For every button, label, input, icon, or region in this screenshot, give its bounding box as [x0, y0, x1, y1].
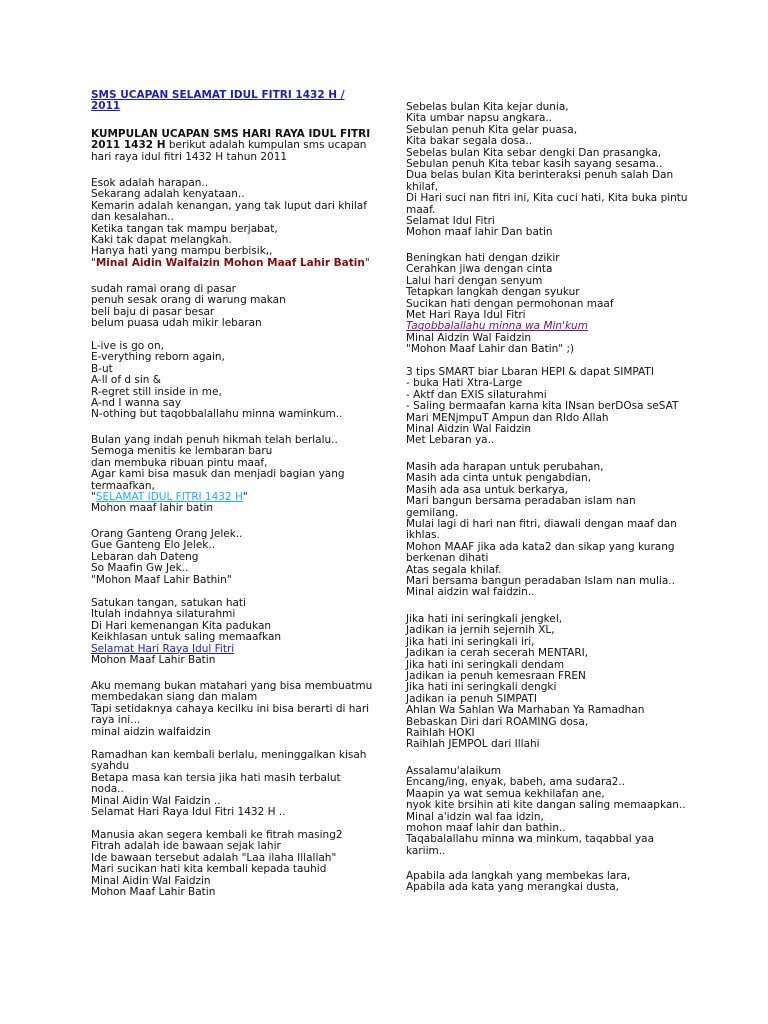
greeting-line: Mohon maaf lahir batin	[91, 502, 214, 515]
text-line: gemilang.	[406, 506, 459, 519]
text-line: Tapi setidaknya cahaya kecilku ini bisa berarti di hari	[91, 702, 370, 715]
text-line: - Aktf dan EXIS silaturahmi	[406, 388, 547, 401]
text-line: A-nd I wanna say	[91, 397, 182, 410]
text-line: Itulah indahnya silaturahmi	[91, 608, 236, 621]
text-line: belum puasa udah mikir lebaran	[91, 317, 262, 330]
text-line: Jadikan ia penuh kemesraan FREN	[406, 670, 586, 683]
text-line: minal aidzin walfaidzin	[91, 725, 211, 738]
text-line: "Mohon Maaf Lahir dan Batin" ;)	[406, 343, 575, 356]
text-line: Beningkan hati dengan dzikir	[406, 252, 560, 264]
text-line: Dua belas bulan Kita berinteraksi penuh salah Dan	[406, 169, 674, 182]
text-line: Raihlah HOKI	[406, 727, 475, 740]
text-line: Orang Ganteng Orang Jelek..	[91, 528, 243, 540]
text-line: Jadikan ia jernih sejernih XL,	[406, 624, 555, 637]
text-line: Ramadhan kan kembali berlalu, meninggalkan kisah	[91, 749, 367, 761]
intro-text-2: hari raya idul fitri 1432 H tahun 2011	[91, 150, 288, 163]
text-line: Lalui hari dengan senyum	[406, 274, 543, 287]
text-line: Hanya hati yang mampu berbisik,,	[91, 245, 273, 258]
text-line: Mohon maaf lahir Dan batin	[406, 226, 553, 239]
text-line: syahdu	[91, 760, 130, 773]
greeting-block-7	[91, 681, 391, 738]
text-line: Manusia akan segera kembali ke fitrah masing2	[91, 829, 343, 841]
text-line: Minal Aidzin Wal Faidzin	[406, 331, 532, 344]
text-line: nyok kite brsihin ati kite dangan saling memaapkan..	[406, 799, 686, 812]
greeting-block-r6	[406, 766, 696, 857]
text-line: Cerahkan jiwa dengan cinta	[406, 263, 553, 276]
intro-heading: KUMPULAN UCAPAN SMS HARI RAYA IDUL FITRI	[91, 128, 371, 140]
greeting-block-r3	[406, 367, 686, 447]
text-line: Di Hari kemenangan Kita padukan	[91, 619, 272, 632]
text-line: Jika hati ini seringkali dengki	[406, 681, 557, 694]
text-line: Gue Ganteng Elo Jelek..	[91, 539, 216, 552]
text-line: Minal Aidzin Wal Faidzin	[406, 423, 532, 436]
greeting-block-2	[91, 284, 391, 330]
text-line: E-verything reborn again,	[91, 351, 225, 364]
text-line: Kita bakar segala dosa..	[406, 135, 533, 148]
greeting-block-1: Esok adalah harapan.. Sekarang adalah kenyataan.. Kemarin adalah kenangan, yang tak luput dari khilaf dan kesalahan.. Ketika tangan tak mampu berjabat, Kaki tak dapat melangkah. Hanya hati yang mampu berbisik,, "Minal Aidin Walfaizin Mohon Maaf Lahir Batin"	[91, 178, 391, 269]
text-line: Bulan yang indah penuh hikmah telah berlalu..	[91, 434, 338, 446]
text-line: Atas segala khilaf.	[406, 563, 502, 576]
text-line: Keikhlasan untuk saling memaafkan	[91, 631, 282, 644]
text-line: Selamat Hari Raya Idul Fitri 1432 H ..	[91, 806, 286, 819]
text-line: noda..	[91, 783, 124, 796]
greeting-line: Mohon Maaf Lahir Batin	[91, 654, 216, 667]
text-line: Ahlan Wa Sahlan Wa Marhaban Ya Ramadhan	[406, 704, 645, 717]
text-line: Taqabalallahu minna wa minkum, taqabbal yaa	[406, 833, 655, 846]
text-line: Met Hari Raya Idul Fitri	[406, 309, 526, 322]
greeting-block-r5	[406, 614, 686, 751]
text-line: Betapa masa kan tersia jika hati masih terbalut	[91, 771, 341, 784]
text-line: Sebulan penuh Kita gelar puasa,	[406, 123, 578, 136]
text-line: membedakan siang dan malam	[91, 691, 258, 704]
text-line: ikhlas.	[406, 529, 440, 542]
text-line: Masih ada asa untuk berkarya,	[406, 483, 568, 496]
text-line: Minal Aidin Wal Faidzin	[91, 874, 211, 887]
text-line: dan kesalahan..	[91, 211, 174, 224]
text-line: Kemarin adalah kenangan, yang tak luput dari khilaf	[91, 199, 367, 212]
text-line: penuh sesak orang di warung makan	[91, 294, 286, 307]
text-line: beli baju di pasar besar	[91, 305, 215, 318]
text-line: Jika hati ini seringkali dendam	[406, 658, 565, 671]
text-line: Ide bawaan tersebut adalah "Laa ilaha Illallah"	[91, 851, 337, 864]
text-line: L-ive is go on,	[91, 340, 164, 352]
text-line: Maapin ya wat semua kekhilafan ane,	[406, 787, 605, 800]
selamat-hari-raya-link[interactable]: Selamat Hari Raya Idul Fitri	[91, 642, 235, 655]
text-line: Mari bangun bersama peradaban islam nan	[406, 495, 636, 508]
text-line: Bebaskan Diri dari ROAMING dosa,	[406, 715, 589, 728]
greeting-quote: Minal Aidin Walfaizin Mohon Maaf Lahir Batin	[95, 256, 365, 269]
text-line: Sekarang adalah kenyataan..	[91, 188, 245, 201]
text-line: Sebelas bulan Kita sebar dengki Dan prasangka,	[406, 146, 662, 159]
greeting-block-6	[91, 598, 391, 666]
text-line: Esok adalah harapan..	[91, 177, 209, 189]
text-line: Met Lebaran ya..	[406, 434, 495, 447]
text-line: khilaf,	[406, 180, 439, 193]
greeting-block-r2	[406, 253, 686, 356]
greeting-block-9	[91, 830, 391, 898]
text-line: berkenan dihati	[406, 552, 489, 565]
text-line: So Maafin Gw Jek..	[91, 562, 189, 575]
text-line: Minal a'idzin wal faa idzin,	[406, 810, 544, 823]
text-line: Mari sucikan hati kita kembali kepada tauhid	[91, 863, 327, 876]
greeting-block-4: Bulan yang indah penuh hikmah telah berlalu.. Semoga menitis ke lembaran baru dan membuka ribuan pintu maaf, Agar kami bisa masuk dan menjadi bagian yang termaafkan, "SELAMAT IDUL FITRI 1432 H" Mohon maaf lahir batin	[91, 435, 391, 515]
text-line: Mulai lagi di hari nan fitri, diawali dengan maaf dan	[406, 518, 677, 531]
text-line: Jika hati ini seringkali jengkel,	[406, 613, 563, 625]
text-line: mohon maaf lahir dan bathin..	[406, 822, 566, 835]
text-line: Aku memang bukan matahari yang bisa membuatmu	[91, 680, 373, 692]
text-line: Tetapkan langkah dengan syukur	[406, 286, 580, 299]
text-line: maaf.	[406, 203, 436, 216]
intro-paragraph	[91, 129, 391, 163]
text-line: Apabila ada langkah yang membekas lara,	[406, 870, 631, 882]
text-line: Mohon Maaf Lahir Batin	[91, 886, 216, 899]
text-line: Sebulan penuh Kita tebar kasih sayang sesama..	[406, 158, 663, 171]
text-line: Sebelas bulan Kita kejar dunia,	[406, 101, 569, 113]
text-line: 3 tips SMART biar Lbaran HEPI & dapat SIMPATI	[406, 366, 654, 378]
text-line: Jadikan ia penuh SIMPATI	[406, 692, 537, 705]
text-line: Minal Aidin Wal Faidzin ..	[91, 794, 221, 807]
text-line: R-egret still inside in me,	[91, 385, 222, 398]
greeting-block-r4	[406, 462, 686, 599]
intro-text: berikut adalah kumpulan sms ucapan	[165, 139, 367, 152]
text-line: - Saling bermaafan karna kita INsan berDOsa seSAT	[406, 400, 679, 413]
text-line: dan membuka ribuan pintu maaf,	[91, 456, 268, 469]
greeting-block-5	[91, 529, 391, 586]
text-line: Encang/ing, enyak, babeh, ama sudara2..	[406, 776, 626, 789]
text-line: Fitrah adalah ide bawaan sejak lahir	[91, 840, 281, 853]
greeting-block-8	[91, 750, 391, 818]
text-line: kariim..	[406, 844, 446, 857]
text-line: Sucikan hati dengan permohonan maaf	[406, 297, 614, 310]
text-line: Di Hari suci nan fitri ini, Kita cuci hati, Kita buka pintu	[406, 192, 688, 205]
text-line: Jadikan ia cerah secerah MENTARI,	[406, 647, 589, 660]
text-line: N-othing but taqobbalallahu minna waminkum..	[91, 408, 343, 421]
greeting-block-3	[91, 341, 391, 421]
text-line: Mohon MAAF jika ada kata2 dan sikap yang kurang	[406, 540, 675, 553]
text-line: Kaki tak dapat melangkah.	[91, 234, 232, 247]
greeting-block-r7	[406, 871, 686, 894]
text-line: Semoga menitis ke lembaran baru	[91, 445, 273, 458]
text-line: Selamat Idul Fitri	[406, 215, 495, 228]
text-line: Jika hati ini seringkali iri,	[406, 635, 535, 648]
intro-heading-year: 2011 1432 H	[91, 139, 166, 152]
text-line: Assalamu'alaikum	[406, 765, 502, 777]
text-line: Satukan tangan, satukan hati	[91, 597, 246, 609]
text-line: "Mohon Maaf Lahir Bathin"	[91, 573, 232, 586]
text-line: sudah ramai orang di pasar	[91, 283, 236, 295]
title-link-year[interactable]: 2011	[91, 100, 121, 113]
text-line: Raihlah JEMPOL dari Illahi	[406, 738, 540, 751]
text-line: termaafkan,	[91, 479, 155, 492]
text-line: Agar kami bisa masuk dan menjadi bagian yang	[91, 468, 345, 481]
selamat-idul-fitri-link[interactable]: SELAMAT IDUL FITRI 1432 H	[95, 491, 243, 504]
title-link[interactable]: SMS UCAPAN SELAMAT IDUL FITRI 1432 H /	[91, 89, 345, 101]
text-line: raya ini...	[91, 714, 141, 727]
greeting-block-r1	[406, 102, 686, 239]
text-line: Ketika tangan tak mampu berjabat,	[91, 222, 278, 235]
text-line: Apabila ada kata yang merangkai dusta,	[406, 881, 619, 894]
taqobbalallahu-link[interactable]: Taqobbalallahu minna wa Min'kum	[406, 320, 588, 333]
text-line: Mari MENjmpuT Ampun dan RIdo Allah	[406, 411, 609, 424]
text-line: B-ut	[91, 362, 113, 375]
text-line: Kita umbar napsu angkara..	[406, 112, 553, 125]
text-line: A-ll of d sin &	[91, 374, 161, 387]
text-line: Minal aidzin wal faidzin..	[406, 586, 535, 599]
text-line: Lebaran dah Dateng	[91, 550, 199, 563]
text-line: - buka Hati Xtra-Large	[406, 377, 523, 390]
text-line: Masih ada cinta untuk pengabdian,	[406, 472, 592, 485]
text-line: Mari bersama bangun peradaban Islam nan mulia..	[406, 575, 675, 588]
text-line: Masih ada harapan untuk perubahan,	[406, 461, 604, 473]
